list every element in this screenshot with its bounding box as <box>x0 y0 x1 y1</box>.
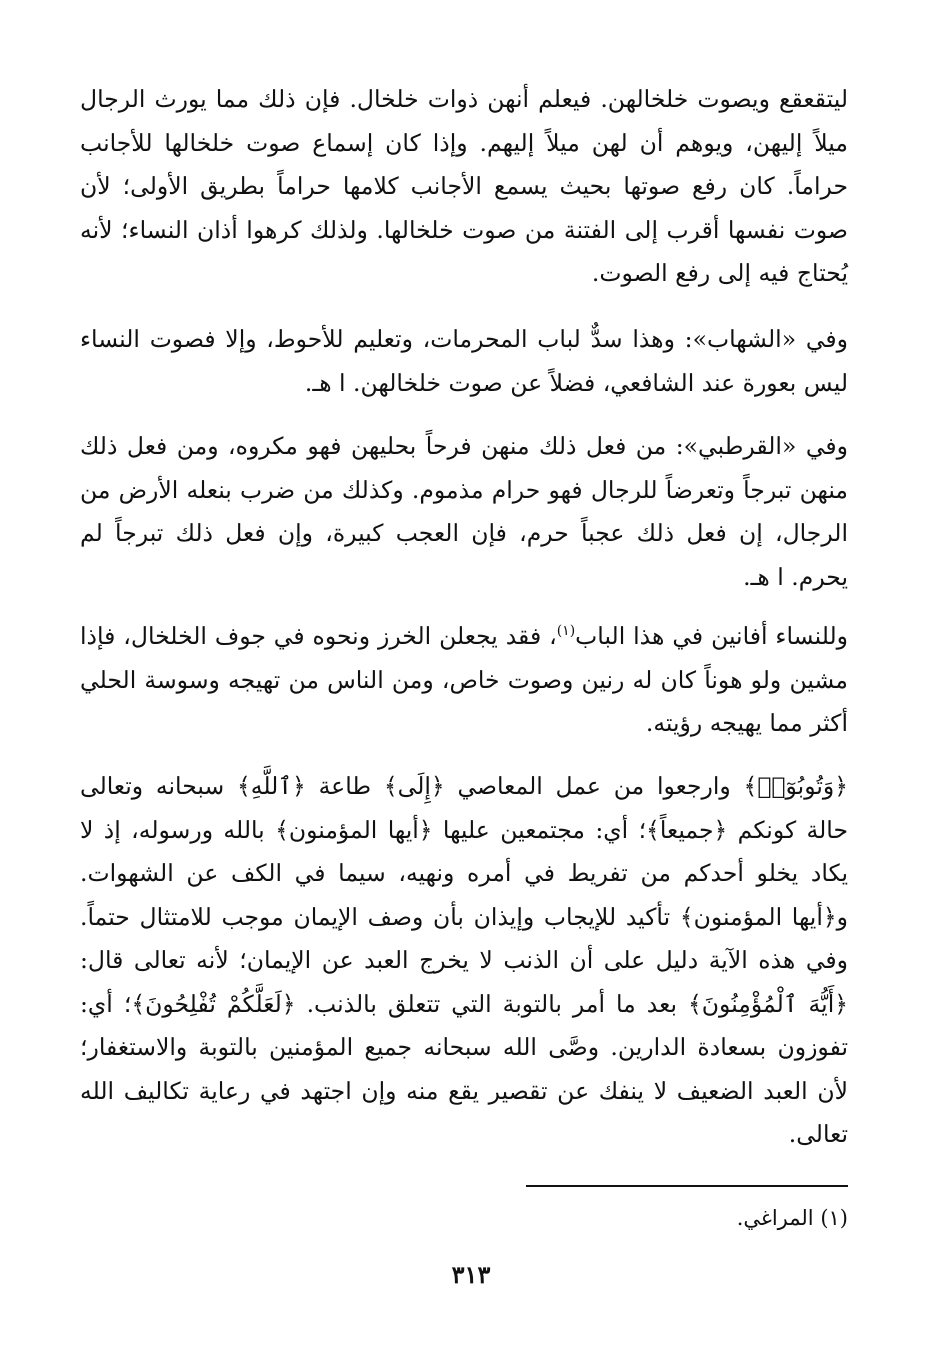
footnote-divider <box>526 1185 848 1187</box>
page-number: ٣١٣ <box>451 1260 491 1289</box>
body-paragraph <box>80 318 848 405</box>
body-paragraph <box>80 765 848 1157</box>
paragraph-text-start: وللنساء أفانين في هذا الباب <box>575 622 848 650</box>
body-paragraph <box>80 425 848 599</box>
paragraph-text: ليتقعقع ويصوت خلخالهن. فيعلم أنهن ذوات خلخال. فإن ذلك مما يورث الرجال ميلاً إليهن، ويوهم أن لهن ميلاً إليهم. وإذا كان إسماع صوت خلخالها للأجانب حراماً. كان رفع صوتها بحيث يسمع الأجانب كلامها حراماً بطريق الأولى؛ لأن صوت نفسها أقرب إلى الفتنة من صوت خلخالها. ولذلك كرهوا أذان النساء؛ لأنه يُحتاج فيه إلى رفع الصوت. <box>80 85 848 287</box>
body-paragraph <box>80 78 848 296</box>
paragraph-with-footnote <box>80 615 848 746</box>
paragraph-text-end: ، فقد يجعلن الخرز ونحوه في جوف الخلخال، فإذا مشين ولو هوناً كان له رنين وصوت خاص، ومن الناس من تهيجه وسوسة الحلي أكثر مما يهيجه رؤيته. <box>80 622 848 737</box>
body-paragraph <box>80 615 848 746</box>
paragraph-text: وفي «القرطبي»: من فعل ذلك منهن فرحاً بحليهن فهو مكروه، ومن فعل ذلك منهن تبرجاً وتعرضاً للرجال فهو حرام مذموم. وكذلك من ضرب بنعله الأرض من الرجال، إن فعل ذلك عجباً حرم، فإن العجب كبيرة، وإن فعل ذلك تبرجاً لم يحرم. ا هـ. <box>80 432 848 591</box>
footnote-reference[interactable]: (١) <box>556 623 576 640</box>
paragraph-text: ﴿وَتُوبُوٓا۟﴾ وارجعوا من عمل المعاصي ﴿إِلَى﴾ طاعة ﴿ٱللَّهِ﴾ سبحانه وتعالى حالة كونكم ﴿جميعاً﴾؛ أي: مجتمعين عليها ﴿أيها المؤمنون﴾ بالله ورسوله، إذ لا يكاد يخلو أحدكم من تفريط في أمره ونهيه، سيما في الكف عن الشهوات. و﴿أيها المؤمنون﴾ تأكيد للإيجاب وإيذان بأن وصف الإيمان موجب للامتثال حتماً. وفي هذه الآية دليل على أن الذنب لا يخرج العبد عن الإيمان؛ لأنه تعالى قال: ﴿أَيُّهَ ٱلْمُؤْمِنُونَ﴾ بعد ما أمر بالتوبة التي تتعلق بالذنب. ﴿لَعَلَّكُمْ تُفْلِحُونَ﴾؛ أي: تفوزون بسعادة الدارين. وصَّى الله سبحانه جميع المؤمنين بالتوبة والاستغفار؛ لأن العبد الضعيف لا ينفك عن تقصير يقع منه وإن اجتهد في رعاية تكاليف الله تعالى. <box>80 772 848 1148</box>
paragraph-text: وفي «الشهاب»: وهذا سدٌّ لباب المحرمات، وتعليم للأحوط، وإلا فصوت النساء ليس بعورة عند الشافعي، فضلاً عن صوت خلخالهن. ا هـ. <box>80 325 848 397</box>
footnote: (١) المراغي. <box>736 1206 848 1230</box>
